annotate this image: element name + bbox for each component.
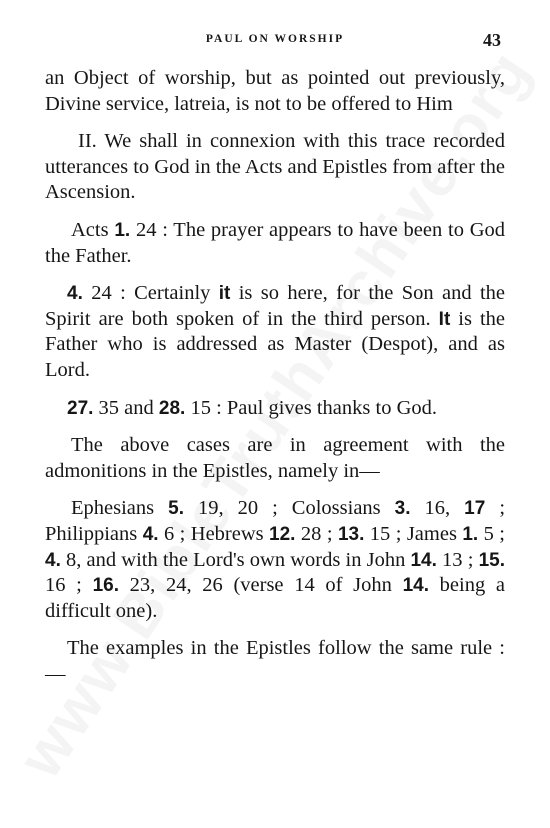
scripture-ref: 4. [142,523,159,545]
text: 15 ; James [364,522,463,545]
scripture-ref: 16. [92,575,119,597]
text: is so here, for the Son and the Spirit are both spoken of in the third person. [45,282,506,330]
text: 13 ; [436,548,479,571]
emphasis: it [218,283,231,305]
scripture-ref: 17 [464,498,486,520]
text: 28 ; [295,522,338,545]
text: Acts [71,218,115,241]
page-number: 43 [483,30,501,50]
text: 5 ; [478,522,505,545]
paragraph-acts-1-24 [45,218,505,269]
scripture-ref: 3. [394,498,411,520]
text: 15 : Paul gives thanks to God. [185,396,438,419]
scripture-ref: 14. [410,549,437,571]
scripture-ref: 5. [168,498,184,520]
paragraph-continuation: an Object of worship, but as pointed out previously, Divine service, latreia, is not to be offered to Him [45,67,505,115]
scripture-ref: 27. [67,397,94,419]
emphasis: It [438,308,451,330]
text: 24 : Certainly [82,282,219,305]
scripture-ref: 14. [402,575,429,597]
paragraph-admonitions: The above cases are in agreement with the admonitions in the Epistles, namely in— [45,434,505,482]
running-title: PAUL ON WORSHIP [205,33,345,45]
paragraph-acts-4-24 [45,281,505,383]
scripture-ref: 1. [114,219,131,241]
text: 16 ; [45,574,93,597]
text: ; Philippians [45,497,506,545]
text: 23, 24, 26 (verse 14 of John [118,574,403,597]
text: Ephesians [71,497,169,520]
text: is the Father who is addressed as Master (Despot), and as Lord. [45,307,505,381]
scripture-ref: 4. [45,549,61,571]
text: 16, [410,497,465,520]
text: 8, and with the Lord's own words in John [60,548,411,571]
scripture-ref: 4. [67,283,83,305]
text: 19, 20 ; Colossians [183,497,395,520]
text: 35 and [93,396,159,419]
body-text [45,66,505,687]
text: being a difficult one). [45,574,505,622]
scripture-ref: 15. [478,549,505,571]
paragraph-references [45,496,505,624]
paragraph-acts-27-35 [45,396,505,422]
scripture-ref: 12. [269,523,296,545]
paragraph-examples: The examples in the Epistles follow the same rule :— [45,637,505,685]
text: 24 : The prayer appears to have been to God the Father. [45,218,505,267]
running-head [45,30,505,53]
text: 6 ; Hebrews [158,522,270,545]
scripture-ref: 13. [337,523,365,545]
scripture-ref: 1. [462,523,479,545]
scripture-ref: 28. [158,397,186,419]
paragraph-section-two: II. We shall in connexion with this trace recorded utterances to God in the Acts and Epistles from after the Ascension. [45,130,505,204]
